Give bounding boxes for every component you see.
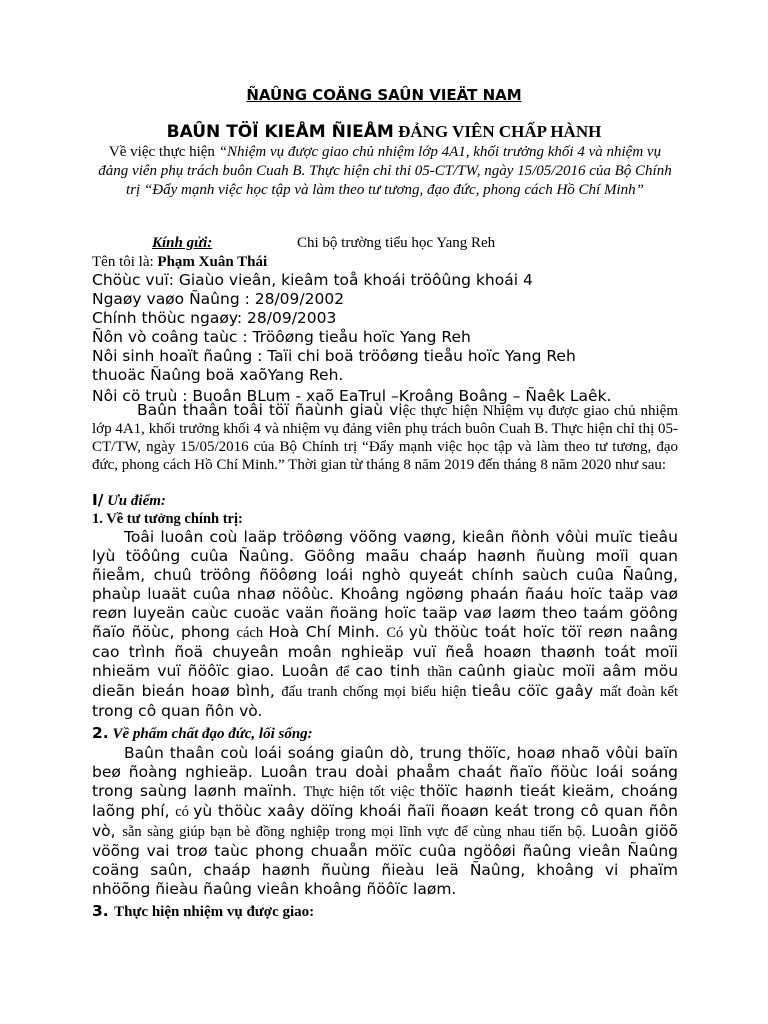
intro-text (92, 401, 678, 474)
sub2-paragraph (92, 744, 678, 899)
name-value: Phạm Xuân Thái (157, 254, 268, 270)
intro-serif: ệc thực hiện Nhiệm vụ được giao chủ nhiệm lớp 4A1, khối trưởng khối 4 và nhiệm vụ đảng viên phụ trách buôn Cuah B. Thực hiện chỉ thị 05-CT/TW, ngày 15/05/2016 của Bộ Chính trị “Đẩy mạnh việc học tập và làm theo tư tương, đạo đức, phong cách Hồ Chí Minh.” Thời gian từ tháng 8 năm 2019 đến tháng 8 năm 2020 như sau: (92, 403, 678, 473)
party-header: ÑAÛNG COÄNG SAÛN VIEÄT NAM (246, 86, 522, 104)
sub2-heading: Về phẩm chất đạo đức, lối sống: (108, 726, 313, 742)
recipient-value: Chi bộ trường tiểu học Yang Reh (297, 235, 496, 251)
subtitle-body: “Nhiệm vụ được giao chủ nhiệm lớp 4A1, khối trưởng khối 4 và nhiệm vụ đảng viên phụ trách buôn Cuah B. Thực hiện chỉ thi 05-CT/TW, ngày 15/05/2016 của Bộ Chính trị “Đẩy mạnh việc học tập và làm theo tư tương, đạo đức, phong cách Hồ Chí Minh” (98, 144, 672, 198)
identity-block (92, 253, 678, 406)
sub2-f: sẵn sàng giúp bạn bè đồng nghiệp trong mọi lĩnh vực để cùng nhau tiến bộ. (122, 824, 592, 840)
sub1-k: tieâu cöïc gaây (471, 682, 600, 700)
name-line (92, 253, 678, 271)
sub1-i: caûnh giaùc moïi aâm möu dieãn bieán hoaø bình, (92, 662, 679, 700)
section-1 (92, 491, 678, 922)
section-1-roman: I/ (92, 491, 104, 509)
join-date-line: Ngaøy vaøo Ñaûng : 28/09/2002 (92, 290, 345, 308)
sub2-heading-line (92, 723, 678, 744)
sub3-heading: Thực hiện nhiệm vụ được giao: (114, 904, 315, 920)
recipient-line (152, 235, 496, 252)
section-1-title: Ưu điểm: (103, 493, 166, 509)
sub1-j: đấu tranh chống mọi biểu hiện (281, 684, 472, 700)
document-title (0, 122, 768, 142)
sub1-l: mất đoàn kết (599, 684, 678, 700)
sub1-d: Có (386, 625, 409, 641)
activity-line-1: Nôi sinh hoaït ñaûng : Taïi chi boä tröôøng tieåu hoïc Yang Reh (92, 347, 576, 365)
sub1-h: thần (427, 664, 459, 680)
sub2-a: Baûn thaân coù loái soáng giaûn dò, trung thöïc, hoaø nhaõ vôùi baïn beø ñoàng nghieäp. Luoân trau doài phaåm chaát ñaïo ñöùc loái soáng trong saùng laønh maïnh. (92, 744, 678, 800)
unit-line: Ñôn vò coâng taùc : Tröôøng tieåu hoïc Yang Reh (92, 328, 471, 346)
sub1-heading: 1. Về tư tưởng chính trị: (92, 511, 243, 527)
intro-sans: Baûn thaân toâi töï ñaùnh giaù vi (137, 401, 403, 419)
official-date-line: Chính thöùc ngaøy: 28/09/2003 (92, 309, 337, 327)
recipient-label: Kính gửi: (152, 235, 213, 251)
sub1-a: Toâi luoân coù laäp tröôøng vöõng vaøng, kieân ñònh vôùi muïc tieâu lyù töôûng cuûa Ñaûng. Göông maãu chaáp haønh ñuùng moïi quan ñieåm, chuû tröông ñöôøng loái nghò quyeát chính saùch cuûa Ñaûng, phaùp luaät cuûa nhaø nöôùc. Khoâng ngöøng phaán ñaáu hoïc taäp vaø reøn luyeän caùc cuoäc vaän ñoäng hoïc taäp vaø laøm theo taám göông ñaïo ñöùc, phong (92, 528, 678, 641)
sub2-e: yù thöùc xaây döïng khoái ñaïi ñoaøn keát trong cô quan ñôn vò, (92, 802, 679, 840)
sub2-b: Thực hiện tốt việc (303, 784, 420, 800)
sub1-m: trong cô quan ñôn vò. (92, 702, 263, 720)
title-part-1: BAÛN TÖÏ KIEÅM ÑIEÅM (166, 122, 394, 142)
name-label: Tên tôi là: (92, 254, 158, 270)
sub1-b: cách (236, 625, 269, 641)
subtitle-lead: Về việc thực hiện (108, 144, 219, 160)
sub1-f: để (335, 664, 356, 680)
position-line: Chöùc vuï: Giaùo vieân, kieâm toå khoái tröôûng khoái 4 (92, 271, 533, 289)
sub2-g: Luoân giöõ vöõng vai troø taùc phong chuaån möïc cuûa ngöôøi ñaûng vieân Ñaûng coäng saûn, chaáp haønh ñuùng ñieàu leä Ñaûng, khoâng vi phaïm nhöõng ñieàu ñaûng vieân khoâng ñöôïc laøm. (92, 822, 679, 898)
residence-line: Nôi cö truù : Buoân BLum - xaõ EaTrul –Kroâng Boâng – Ñaêk Laêk. (92, 387, 612, 405)
sub1-c: Hoà Chí Minh. (268, 623, 387, 641)
section-1-heading (92, 491, 678, 510)
sub1-g: cao tinh (355, 662, 428, 680)
intro-paragraph (92, 401, 678, 474)
sub2-c: thöïc haønh tieát kieäm, choáng laõng phí, (92, 782, 679, 820)
activity-line-2: thuoäc Ñaûng boä xaõYang Reh. (92, 366, 344, 384)
sub2-number: 2. (92, 724, 109, 742)
document-subtitle (95, 143, 675, 200)
sub1-e: yù thöùc toát hoïc töï reøn naâng cao trình ñoä chuyeân moân nghieäp vuï ñeå hoaøn thaønh toát moïi nhieäm vuï ñöôïc giao. Luoân (92, 623, 678, 680)
sub2-d: có (175, 804, 194, 820)
sub3-heading-line (92, 901, 678, 922)
sub1-paragraph (92, 528, 678, 721)
sub3-number: 3. (92, 902, 115, 920)
title-part-2: ĐẢNG VIÊN CHẤP HÀNH (398, 122, 602, 141)
